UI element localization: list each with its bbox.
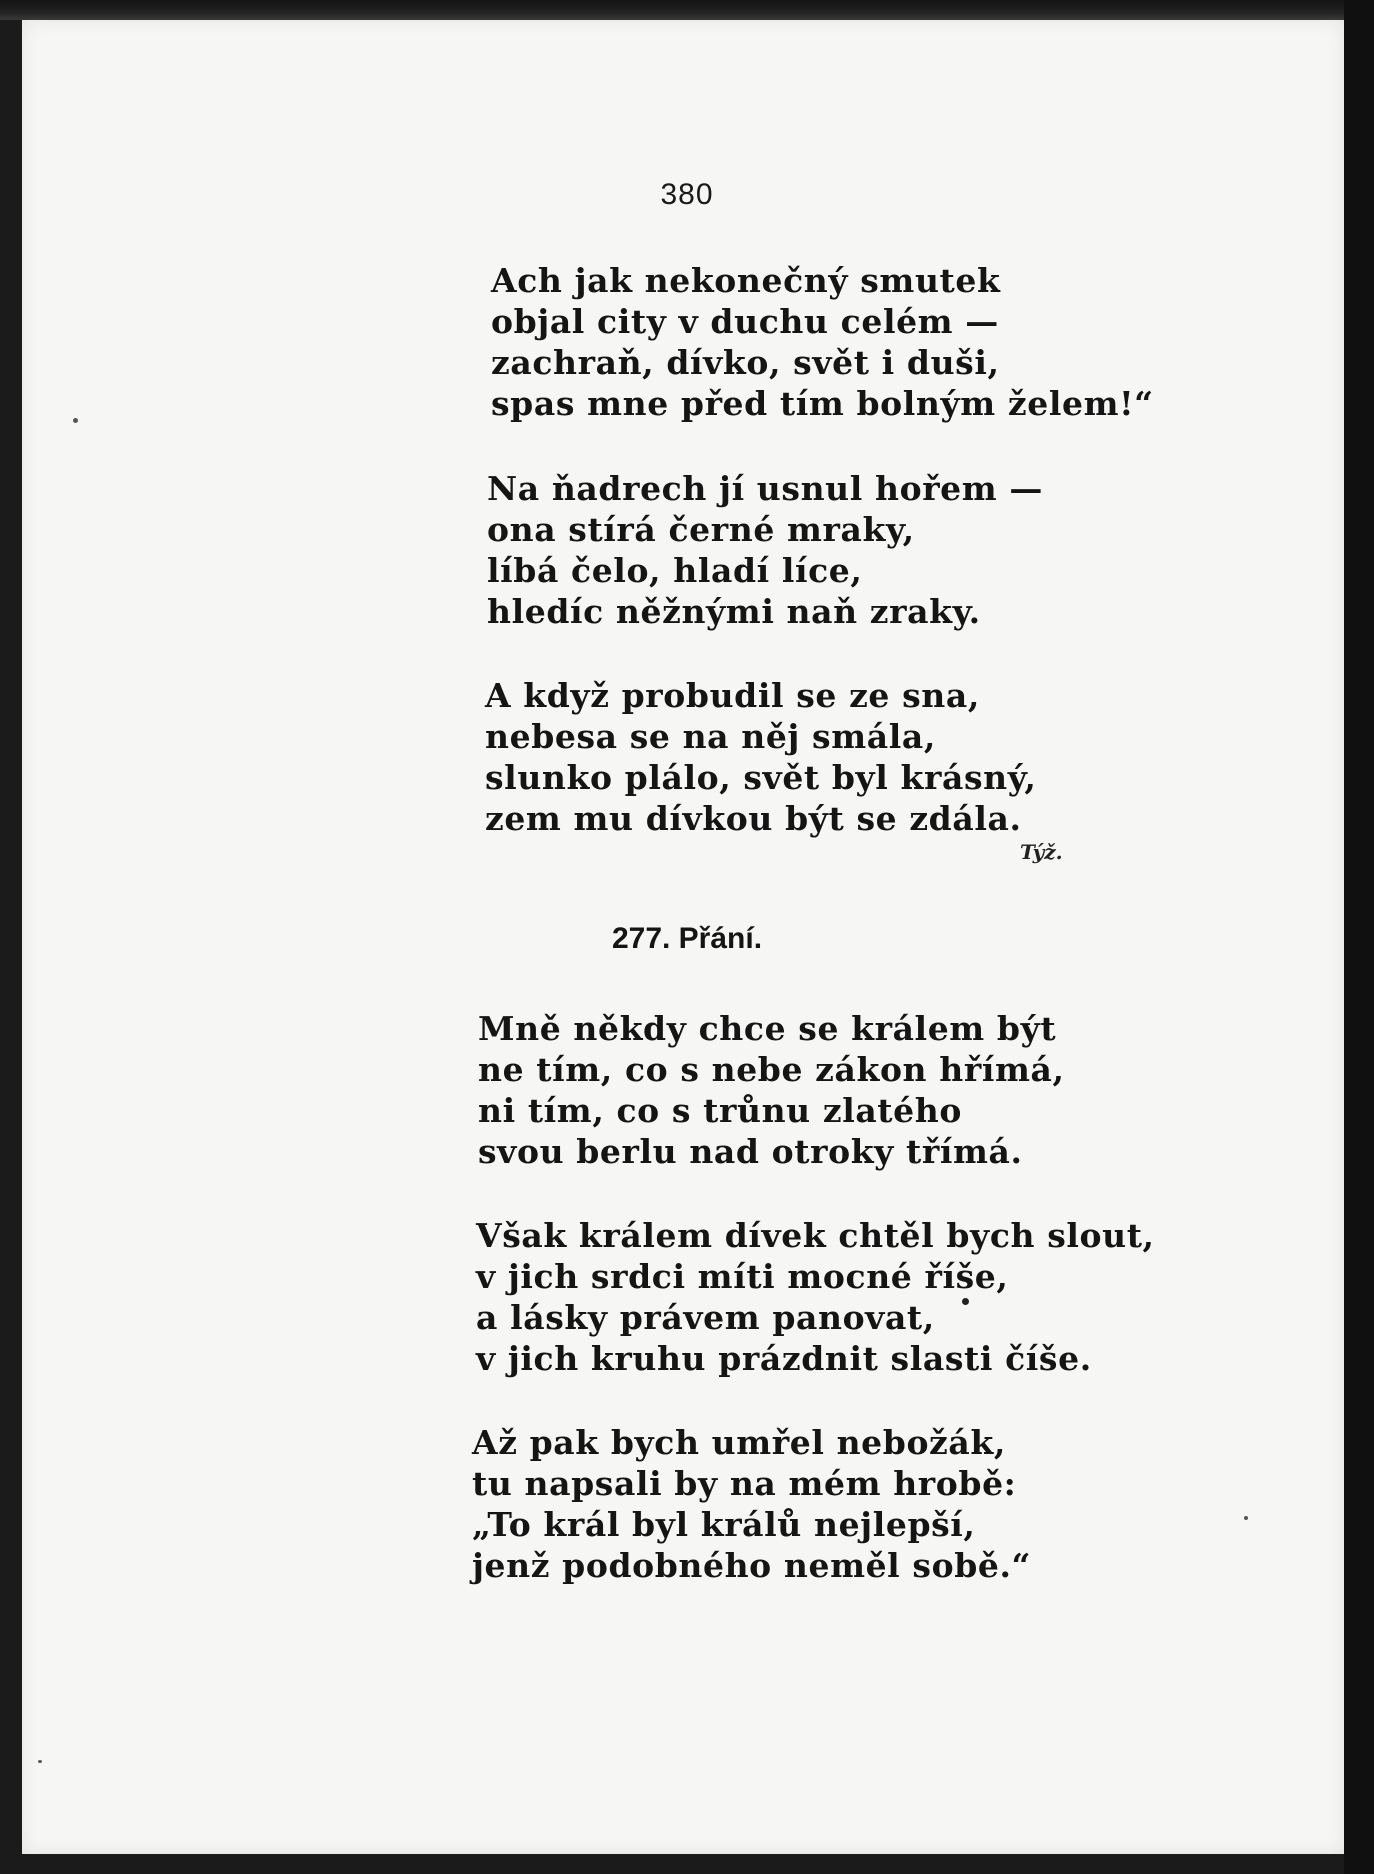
verse-line: svou berlu nad otroky třímá.: [478, 1132, 1023, 1171]
verse-line: líbá čelo, hladí líce,: [487, 551, 863, 590]
author-attribution: Týž.: [1020, 840, 1063, 864]
verse-line: nebesa se na něj smála,: [485, 717, 936, 756]
scan-speck: [1244, 1516, 1248, 1520]
stanza: [491, 260, 1154, 424]
verse-line: jenž podobného neměl sobě.“: [472, 1546, 1032, 1585]
scan-speck: [38, 1760, 42, 1763]
verse-line: „To král byl králů nejlepší,: [472, 1505, 976, 1544]
scan-top-edge: [0, 0, 1374, 20]
verse-line: v jich kruhu prázdnit slasti číše.: [476, 1339, 1092, 1378]
verse-line: Na ňadrech jí usnul hořem —: [487, 469, 1043, 508]
verse-line: ona stírá černé mraky,: [487, 510, 915, 549]
verse-line: objal city v duchu celém —: [491, 302, 999, 341]
verse-line: zachraň, dívko, svět i duši,: [491, 343, 1000, 382]
verse-line: Až pak bych umřel nebožák,: [472, 1423, 1006, 1462]
verse-line: tu napsali by na mém hrobě:: [472, 1464, 1017, 1503]
stanza: [478, 1008, 1065, 1172]
stanza: [487, 468, 1043, 632]
verse-line: hledíc něžnými naň zraky.: [487, 592, 981, 631]
verse-line: ni tím, co s trůnu zlatého: [478, 1091, 962, 1130]
verse-line: spas mne před tím bolným želem!“: [491, 384, 1154, 423]
stanza: [472, 1422, 1031, 1586]
verse-line: Však králem dívek chtěl bych slout,: [476, 1216, 1155, 1255]
verse-line: slunko plálo, svět byl krásný,: [485, 758, 1037, 797]
verse-line: v jich srdci míti mocné říše,: [476, 1257, 1009, 1296]
verse-line: zem mu dívkou být se zdála.: [485, 799, 1022, 838]
verse-line: ne tím, co s nebe zákon hřímá,: [478, 1050, 1065, 1089]
stanza: [476, 1215, 1155, 1379]
scan-speck: [73, 418, 78, 423]
page-number: 380: [660, 178, 714, 211]
verse-line: Ach jak nekonečný smutek: [491, 261, 1001, 300]
verse-line: Mně někdy chce se králem být: [478, 1009, 1057, 1048]
poem-title: 277. Přání.: [611, 922, 763, 955]
verse-line: A když probudil se ze sna,: [485, 676, 980, 715]
verse-line: a lásky právem panovat,: [476, 1298, 935, 1337]
stanza: [485, 675, 1036, 839]
